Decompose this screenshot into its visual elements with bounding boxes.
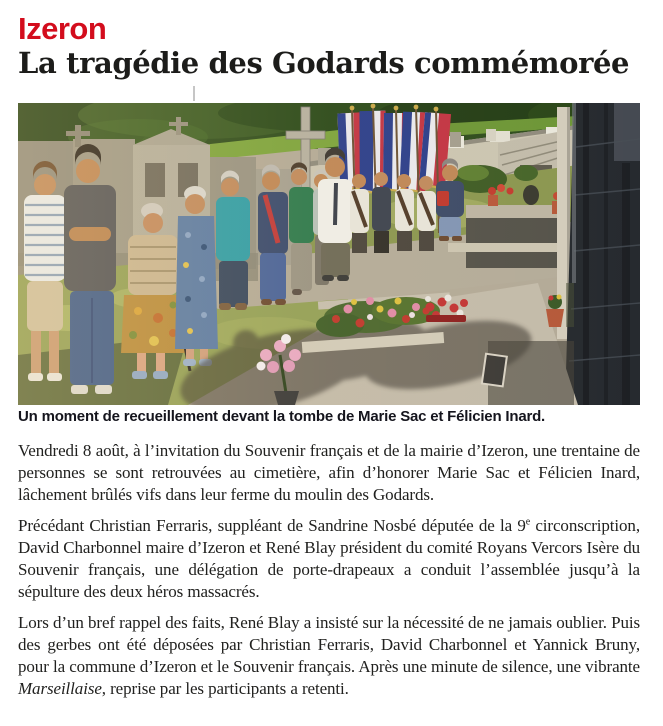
- paragraph-text: circonscription, David Charbonnel maire d’Izeron et René Blay président du comité Royans Vercors Isère du Souvenir français, une délégation de porte-drapeaux a conduit l’assemblée jusqu’à la sépulture des deux héros massacrés.: [18, 516, 640, 601]
- headline-divider-tick: [193, 86, 195, 101]
- sunlight-overlay: [18, 103, 640, 405]
- paragraph-text: Précédant Christian Ferraris, suppléant de Sandrine Nosbé députée de la 9: [18, 516, 526, 535]
- paragraph-text: , reprise par les participants a retenti.: [101, 679, 349, 698]
- article-kicker: Izeron: [18, 11, 107, 46]
- article-paragraph-1: Vendredi 8 août, à l’invitation du Souvenir français et de la mairie d’Izeron, une trentaine de personnes se sont retrouvées au cimetière, afin d’honorer Marie Sac et Félicien Inard, lâchement brûlés vifs dans leur ferme du moulin des Godards.: [18, 441, 640, 504]
- article-body: [18, 440, 640, 709]
- paragraph-text: Lors d’un bref rappel des faits, René Blay a insisté sur la nécessité de ne jamais oublier. Puis des gerbes ont été déposées par Christian Ferraris, David Charbonnel et Yannick Bruny, pour la commune d’Izeron et le Souvenir français. Après une minute de silence, une vibrante: [18, 613, 640, 676]
- ordinal-superscript: e: [525, 516, 531, 528]
- article-headline: La tragédie des Godards commémorée: [18, 46, 630, 80]
- article-paragraph-2: [18, 515, 640, 603]
- article-paragraph-3: [18, 612, 640, 700]
- italic-title-marseillaise: Marseillaise: [18, 679, 102, 698]
- photo-caption: Un moment de recueillement devant la tombe de Marie Sac et Félicien Inard.: [18, 408, 546, 425]
- article-photo: [18, 103, 640, 405]
- cemetery-ceremony-photo: [18, 103, 640, 405]
